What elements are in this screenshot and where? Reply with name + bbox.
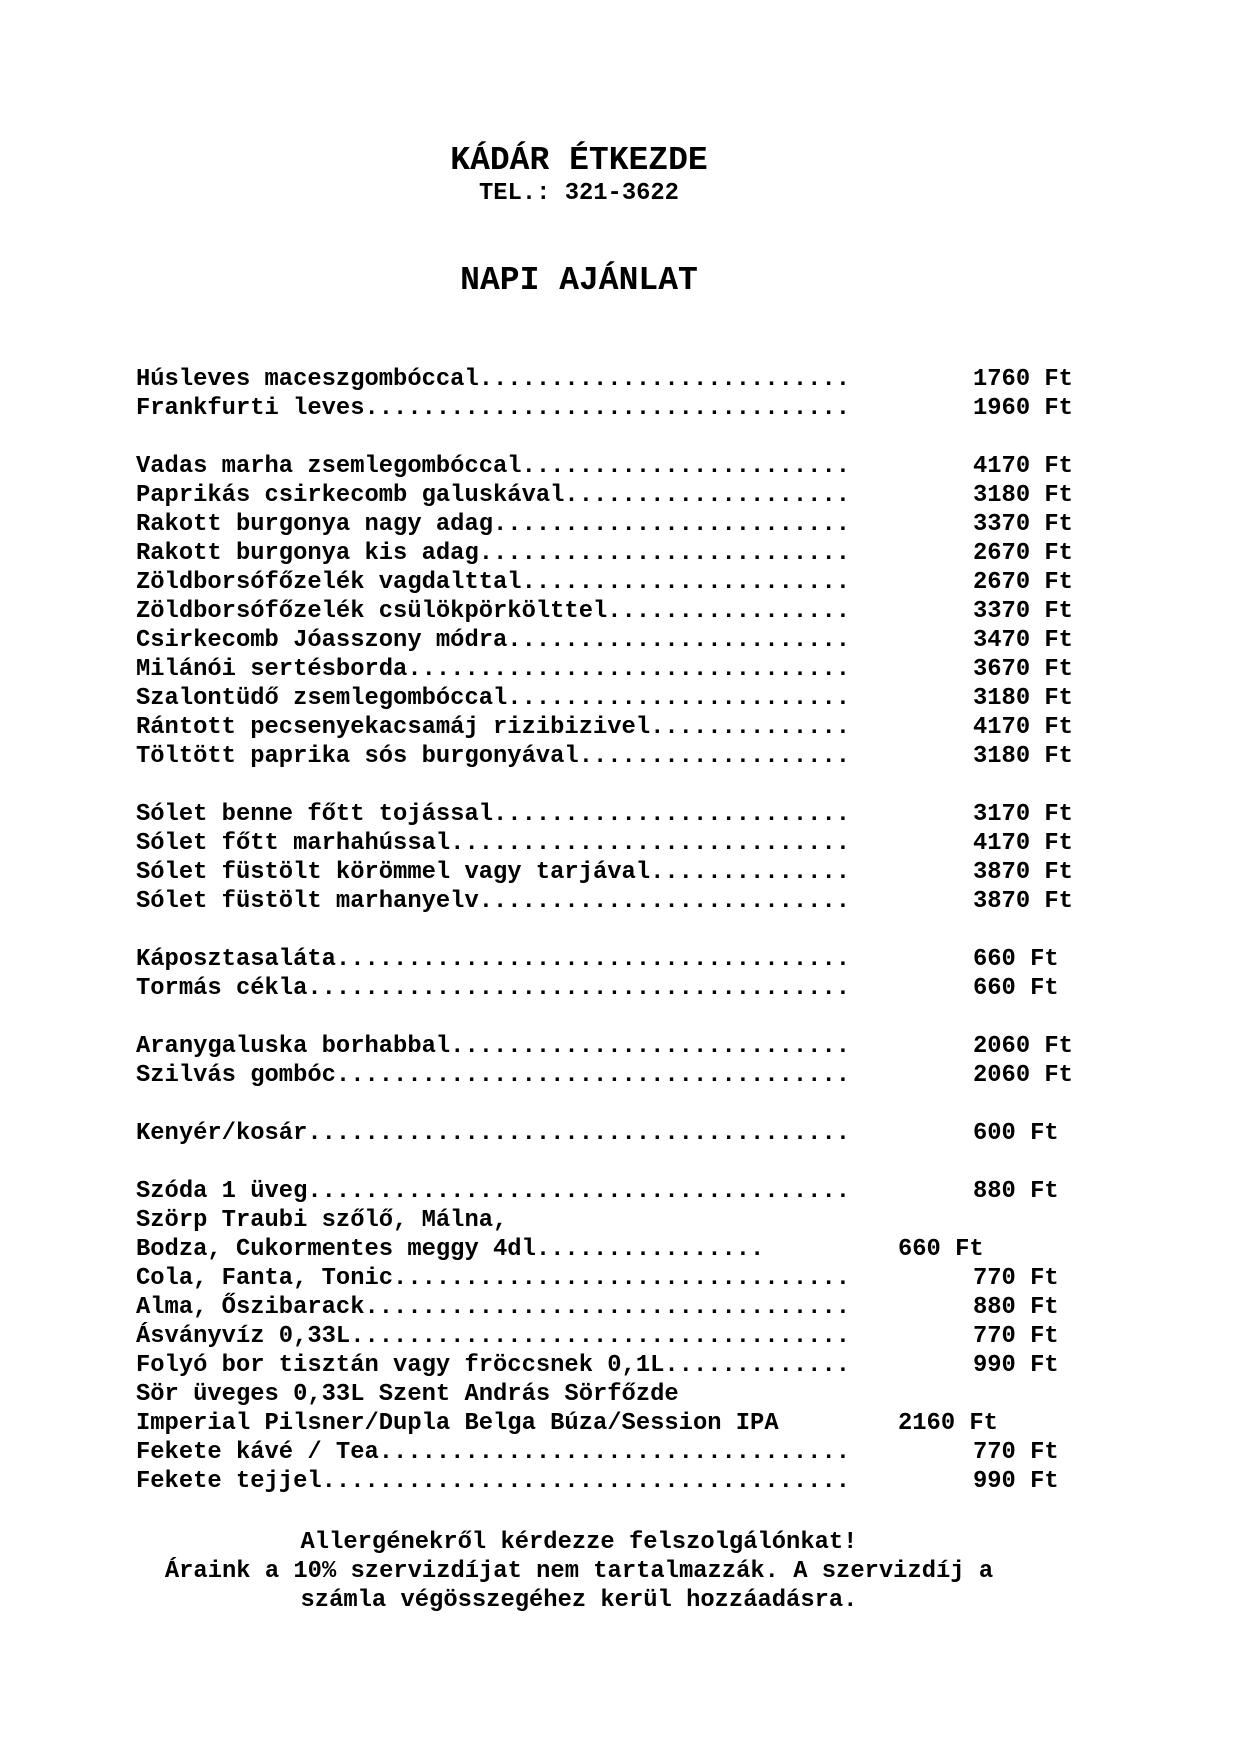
menu-item-name: Folyó bor tisztán vagy fröccsnek 0,1L............. — [136, 1352, 851, 1379]
menu-item-price: 660 Ft — [973, 946, 1059, 973]
menu-item-price: 990 Ft — [973, 1352, 1059, 1379]
menu-item-name: Sör üveges 0,33L Szent András Sörfőzde — [136, 1381, 679, 1408]
menu-item-row — [136, 800, 1073, 829]
menu-item-row — [136, 1438, 1059, 1467]
menu-item-price: 2670 Ft — [973, 569, 1073, 596]
menu-item-row — [136, 597, 1073, 626]
menu-item-price: 3870 Ft — [973, 888, 1073, 915]
menu-item-row — [136, 626, 1073, 655]
menu-item-name: Fekete kávé / Tea................................. — [136, 1439, 851, 1466]
menu-item-price: 2160 Ft — [898, 1410, 998, 1437]
menu-item-price: 880 Ft — [973, 1178, 1059, 1205]
menu-item-row — [136, 1380, 1022, 1409]
menu-item-name: Rakott burgonya kis adag.......................... — [136, 540, 851, 567]
phone-number: TEL.: 321-3622 — [479, 180, 679, 207]
menu-item-row — [136, 742, 1073, 771]
menu-item-price: 770 Ft — [973, 1323, 1059, 1350]
menu-item-row — [136, 394, 1073, 423]
menu-item-name: Ásványvíz 0,33L................................... — [136, 1323, 851, 1350]
menu-item-row — [136, 1235, 1022, 1264]
menu-item-name: Tormás cékla...................................... — [136, 975, 851, 1002]
menu-item-price: 4170 Ft — [973, 714, 1073, 741]
menu-item-price: 4170 Ft — [973, 453, 1073, 480]
menu-item-price: 3180 Ft — [973, 743, 1073, 770]
menu-item-name: Rántott pecsenyekacsamáj rizibizivel.............. — [136, 714, 851, 741]
menu-item-row — [136, 452, 1073, 481]
menu-item-price: 3170 Ft — [973, 801, 1073, 828]
menu-item-price: 4170 Ft — [973, 830, 1073, 857]
menu-item-row — [136, 713, 1073, 742]
menu-group — [136, 365, 1073, 423]
menu-item-name: Szörp Traubi szőlő, Málna, — [136, 1207, 508, 1234]
menu-item-price: 660 Ft — [898, 1236, 984, 1263]
menu-item-name: Zöldborsófőzelék csülökpörkölttel................. — [136, 598, 851, 625]
menu-group — [136, 1032, 1073, 1090]
menu-item-row — [136, 974, 1059, 1003]
menu-item-name: Töltött paprika sós burgonyával................... — [136, 743, 851, 770]
menu-item-name: Imperial Pilsner/Dupla Belga Búza/Session IPA — [136, 1410, 779, 1437]
menu-item-price: 3470 Ft — [973, 627, 1073, 654]
menu-item-price: 3370 Ft — [973, 598, 1073, 625]
menu-item-name: Fekete tejjel..................................... — [136, 1468, 851, 1495]
menu-item-price: 3670 Ft — [973, 656, 1073, 683]
menu-item-name: Káposztasaláta.................................... — [136, 946, 851, 973]
menu-item-row — [136, 481, 1073, 510]
menu-item-price: 1960 Ft — [973, 395, 1073, 422]
menu-item-price: 1760 Ft — [973, 366, 1073, 393]
menu-item-name: Kenyér/kosár...................................... — [136, 1120, 851, 1147]
menu-item-price: 2060 Ft — [973, 1033, 1073, 1060]
spacer — [136, 299, 1022, 365]
menu-item-row — [136, 655, 1073, 684]
menu-item-name: Húsleves maceszgombóccal.......................... — [136, 366, 851, 393]
menu-item-name: Cola, Fanta, Tonic................................ — [136, 1265, 851, 1292]
menu-item-price: 3180 Ft — [973, 482, 1073, 509]
menu-item-row — [136, 1409, 1022, 1438]
menu-item-name: Aranygaluska borhabbal............................ — [136, 1033, 851, 1060]
menu-item-row — [136, 684, 1073, 713]
menu-item-row — [136, 539, 1073, 568]
menu-item-price: 3180 Ft — [973, 685, 1073, 712]
footer-line: Áraink a 10% szervizdíjat nem tartalmazzák. A szervizdíj a — [164, 1558, 994, 1585]
menu-item-name: Csirkecomb Jóasszony módra........................ — [136, 627, 851, 654]
menu-item-price: 2670 Ft — [973, 540, 1073, 567]
menu-item-row — [136, 945, 1059, 974]
menu-item-name: Sólet füstölt körömmel vagy tarjával.............. — [136, 859, 851, 886]
menu-item-price: 600 Ft — [973, 1120, 1059, 1147]
menu-item-row — [136, 887, 1073, 916]
menu-item-name: Frankfurti leves.................................. — [136, 395, 851, 422]
menu-item-price: 3870 Ft — [973, 859, 1073, 886]
menu-item-row — [136, 510, 1073, 539]
menu-item-row — [136, 1177, 1059, 1206]
menu-item-price: 3370 Ft — [973, 511, 1073, 538]
menu-item-price: 770 Ft — [973, 1265, 1059, 1292]
menu-item-name: Zöldborsófőzelék vagdalttal....................... — [136, 569, 851, 596]
menu-groups — [136, 365, 1073, 1496]
menu-subtitle: NAPI AJÁNLAT — [460, 262, 698, 299]
menu-item-name: Sólet főtt marhahússal............................ — [136, 830, 851, 857]
menu-group — [136, 1119, 1059, 1148]
menu-item-name: Paprikás csirkecomb galuskával.................... — [136, 482, 851, 509]
footer-line: számla végösszegéhez kerül hozzáadásra. — [300, 1587, 858, 1614]
menu-item-row — [136, 858, 1073, 887]
menu-item-row — [136, 1467, 1059, 1496]
menu-item-price: 770 Ft — [973, 1439, 1059, 1466]
menu-item-row — [136, 1061, 1073, 1090]
menu-item-row — [136, 1293, 1059, 1322]
footer-note — [136, 1528, 1022, 1615]
menu-group — [136, 945, 1059, 1003]
menu-item-name: Szilvás gombóc.................................... — [136, 1062, 851, 1089]
menu-item-name: Bodza, Cukormentes meggy 4dl................ — [136, 1236, 765, 1263]
menu-item-price: 990 Ft — [973, 1468, 1059, 1495]
menu-item-name: Sólet benne főtt tojással......................... — [136, 801, 851, 828]
menu-item-row — [136, 1032, 1073, 1061]
menu-item-row — [136, 829, 1073, 858]
menu-item-name: Sólet füstölt marhanyelv.......................... — [136, 888, 851, 915]
menu-item-row — [136, 365, 1073, 394]
menu-item-name: Rakott burgonya nagy adag......................... — [136, 511, 851, 538]
menu-item-row — [136, 1322, 1059, 1351]
menu-group — [136, 800, 1073, 916]
menu-item-row — [136, 568, 1073, 597]
menu-item-name: Milánói sertésborda............................... — [136, 656, 851, 683]
menu-item-row — [136, 1351, 1059, 1380]
menu-group — [136, 1177, 1059, 1496]
menu-group — [136, 452, 1073, 771]
menu-item-price: 660 Ft — [973, 975, 1059, 1002]
menu-item-name: Szalontüdő zsemlegombóccal........................ — [136, 685, 851, 712]
menu-item-row — [136, 1264, 1059, 1293]
menu-item-name: Szóda 1 üveg...................................... — [136, 1178, 851, 1205]
menu-item-row — [136, 1206, 1022, 1235]
menu-item-name: Vadas marha zsemlegombóccal....................... — [136, 453, 851, 480]
footer-line: Allergénekről kérdezze felszolgálónkat! — [300, 1529, 858, 1556]
page-title: KÁDÁR ÉTKEZDE — [450, 142, 708, 179]
spacer — [136, 208, 1022, 263]
menu-item-price: 2060 Ft — [973, 1062, 1073, 1089]
menu-item-name: Alma, Őszibarack.................................. — [136, 1294, 851, 1321]
menu-item-row — [136, 1119, 1059, 1148]
menu-item-price: 880 Ft — [973, 1294, 1059, 1321]
